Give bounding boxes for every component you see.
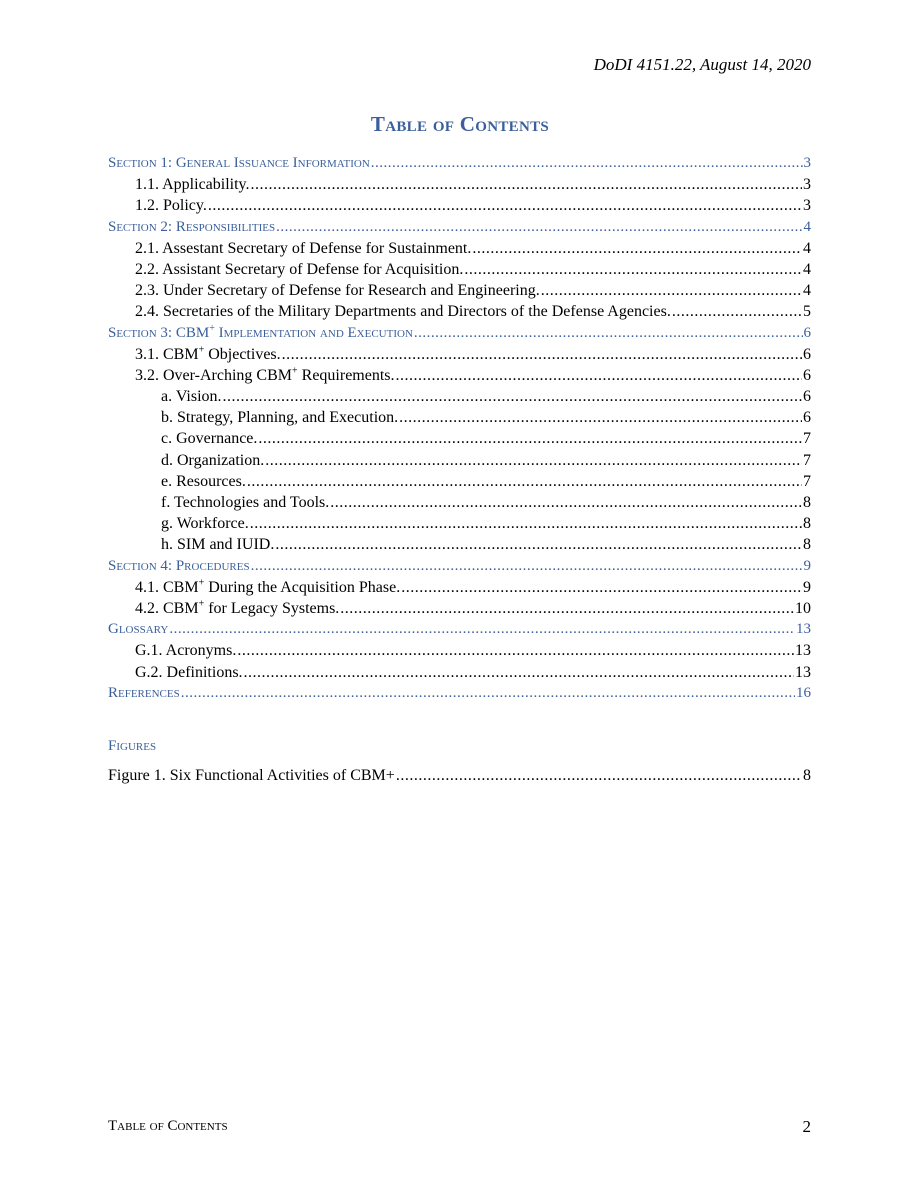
- toc-entry-label-text: e. Resources.: [161, 472, 246, 490]
- toc-entry-label: [135, 579, 400, 597]
- toc-entry[interactable]: [108, 197, 811, 218]
- dot-leader: [276, 219, 802, 236]
- toc-entry-label-text: 1.1. Applicability.: [135, 176, 250, 194]
- toc-entry-label-text: d. Organization.: [161, 451, 265, 469]
- dot-leader: [401, 579, 802, 597]
- toc-entry-label: [161, 409, 398, 427]
- toc-entry[interactable]: [108, 303, 811, 324]
- toc-entry-page: 9: [803, 557, 811, 574]
- toc-entry[interactable]: [108, 579, 811, 600]
- toc-entry[interactable]: [108, 325, 811, 346]
- toc-entry-page: 4: [803, 239, 811, 257]
- toc-entry[interactable]: [108, 240, 811, 261]
- toc-entry-label-text: Objectives.: [204, 345, 281, 363]
- dot-leader: [237, 642, 794, 660]
- dot-leader: [169, 621, 795, 638]
- toc-entry[interactable]: [108, 176, 811, 197]
- toc-entry-label: [135, 176, 250, 194]
- toc-entry-page: 6: [803, 409, 811, 427]
- dot-leader: [250, 515, 802, 533]
- toc-entry[interactable]: [108, 155, 811, 176]
- toc-entry[interactable]: [108, 515, 811, 536]
- toc-entry-label: [161, 515, 249, 533]
- dot-leader: [399, 409, 802, 427]
- toc-entry-label-text: References: [108, 684, 180, 701]
- dot-leader: [223, 388, 802, 406]
- toc-entry[interactable]: [108, 367, 811, 388]
- toc-entry-label-text: c. Governance.: [161, 430, 258, 448]
- toc-entry-page: 13: [795, 642, 811, 660]
- toc-entry-page: 4: [803, 282, 811, 300]
- toc-entry-page: 4: [803, 218, 811, 235]
- toc-entry-page: 6: [803, 324, 811, 341]
- running-header: DoDI 4151.22, August 14, 2020: [593, 55, 811, 74]
- toc-entry-superscript: +: [292, 366, 298, 377]
- toc-entry-page: 8: [803, 515, 811, 533]
- toc-entry-label-text: 1.2. Policy.: [135, 197, 207, 215]
- toc-entry-label-text: During the Acquisition Phase.: [204, 578, 401, 596]
- toc-entry[interactable]: [108, 664, 811, 685]
- toc-entry-label: [161, 536, 274, 554]
- dot-leader: [541, 282, 802, 300]
- toc-entry-page: 7: [803, 430, 811, 448]
- toc-entry[interactable]: [108, 621, 811, 642]
- dot-leader: [340, 600, 794, 618]
- dot-leader: [251, 558, 803, 575]
- toc-entry-label: [135, 303, 671, 321]
- toc-entry-page: 8: [803, 536, 811, 554]
- toc-entry[interactable]: [108, 409, 811, 430]
- toc-entry-label-text: f. Technologies and Tools.: [161, 494, 330, 511]
- toc-entry-label-text: 3.2. Over-Arching CBM: [135, 366, 292, 384]
- toc-entry-page: 4: [803, 260, 811, 278]
- toc-entry-label-text: G.1. Acronyms.: [135, 642, 237, 660]
- toc-entry-label-text: 2.1. Assestant Secretary of Defense for Sustainment.: [135, 239, 472, 257]
- toc-entry[interactable]: [108, 261, 811, 282]
- toc-entry-label: [108, 558, 250, 575]
- toc-entry-page: 3: [803, 155, 811, 171]
- toc-entry-label-text: h. SIM and IUID.: [161, 536, 275, 554]
- dot-leader: [258, 430, 802, 448]
- figures-list: [108, 767, 811, 788]
- toc-entry[interactable]: [108, 494, 811, 515]
- toc-entry-page: 7: [803, 472, 811, 490]
- toc-entry-label: [108, 685, 180, 702]
- toc-entry-label: [161, 473, 246, 491]
- toc-entry[interactable]: [108, 452, 811, 473]
- toc-entry-label-text: 4.1. CBM: [135, 578, 199, 596]
- dot-leader: [414, 325, 803, 342]
- toc-entry-label-text: Section 3: CBM: [108, 324, 210, 341]
- toc-entry-superscript: +: [209, 324, 215, 334]
- dot-leader: [244, 664, 794, 682]
- toc-entry-label: [135, 261, 463, 279]
- toc-entry-label: [135, 282, 540, 300]
- toc-entry-page: 5: [803, 303, 811, 321]
- toc-entry-label: [108, 767, 395, 785]
- toc-entry-label-text: G.2. Definitions.: [135, 663, 243, 681]
- toc-entry-page: 8: [803, 767, 811, 784]
- toc-entry-label-text: for Legacy Systems.: [204, 599, 340, 617]
- dot-leader: [275, 536, 802, 554]
- toc-entry-label-text: 2.4. Secretaries of the Military Departments and Directors of the Defense Agencies.: [135, 303, 671, 321]
- toc-entry-page: 16: [796, 684, 811, 701]
- page-title: Table of Contents: [370, 112, 550, 136]
- toc-entry[interactable]: [108, 282, 811, 303]
- toc-entry-page: 13: [795, 663, 811, 681]
- toc-entry-label-text: 2.3. Under Secretary of Defense for Research and Engineering.: [135, 282, 540, 300]
- toc-entry-label-text: 3.1. CBM: [135, 345, 199, 363]
- table-of-contents: [108, 155, 811, 706]
- toc-entry[interactable]: [108, 685, 811, 706]
- toc-entry[interactable]: [108, 558, 811, 579]
- toc-entry[interactable]: [108, 600, 811, 621]
- toc-entry-label: [135, 367, 395, 385]
- toc-entry-superscript: +: [198, 599, 205, 610]
- toc-entry-label: [108, 325, 413, 342]
- toc-entry-label: [161, 494, 329, 512]
- toc-entry-page: 8: [803, 494, 811, 511]
- toc-entry-label-text: Section 4: Procedures: [108, 557, 250, 574]
- dot-leader: [251, 176, 802, 194]
- toc-entry-label: [161, 388, 222, 406]
- toc-entry[interactable]: [108, 473, 811, 494]
- dot-leader: [464, 261, 802, 279]
- dot-leader: [330, 494, 802, 512]
- toc-entry[interactable]: [108, 430, 811, 451]
- toc-entry-page: 3: [803, 176, 811, 194]
- toc-entry-page: 13: [796, 621, 811, 638]
- toc-entry-page: 6: [803, 388, 811, 406]
- dot-leader: [371, 155, 803, 172]
- toc-entry-label: [161, 452, 264, 470]
- dot-leader: [208, 197, 802, 215]
- toc-entry-label: [108, 621, 168, 638]
- toc-entry-page: 7: [803, 451, 811, 469]
- toc-entry[interactable]: [108, 642, 811, 663]
- dot-leader: [396, 767, 802, 785]
- toc-entry-label-text: Glossary: [108, 621, 169, 638]
- toc-entry[interactable]: [108, 388, 811, 409]
- toc-entry-label: [135, 197, 207, 215]
- toc-entry-page: 10: [795, 599, 811, 617]
- toc-entry[interactable]: [108, 536, 811, 557]
- toc-entry-label: [108, 155, 370, 172]
- toc-entry-label-text: Section 1: General Issuance Information: [108, 155, 370, 171]
- toc-entry-label-text: 2.2. Assistant Secretary of Defense for Acquisition.: [135, 260, 464, 278]
- toc-entry-label-text: b. Strategy, Planning, and Execution.: [161, 409, 399, 427]
- toc-entry-page: 6: [803, 345, 811, 363]
- toc-entry-label: [135, 642, 236, 660]
- toc-entry[interactable]: [108, 346, 811, 367]
- toc-entry-label: [135, 664, 243, 682]
- toc-entry[interactable]: [108, 219, 811, 240]
- toc-entry-label-text: 4.2. CBM: [135, 599, 199, 617]
- toc-entry-page: 6: [803, 366, 811, 384]
- dot-leader: [282, 346, 802, 364]
- toc-entry-label-text: g. Workforce.: [161, 515, 249, 533]
- toc-entry-label: [135, 600, 339, 618]
- figure-entry[interactable]: [108, 767, 811, 788]
- footer-section-label: Table of Contents: [108, 1118, 228, 1134]
- toc-entry-label: [135, 240, 471, 258]
- toc-entry-label-text: a. Vision.: [161, 388, 222, 406]
- toc-entry-label: [161, 430, 257, 448]
- dot-leader: [472, 240, 802, 258]
- toc-entry-page: 9: [803, 578, 811, 596]
- toc-entry-page: 3: [803, 197, 811, 215]
- toc-entry-superscript: +: [198, 578, 205, 589]
- dot-leader: [672, 303, 802, 321]
- footer-page-number: 2: [802, 1117, 811, 1136]
- toc-entry-label: [108, 219, 275, 236]
- figures-heading: Figures: [108, 738, 157, 754]
- toc-entry-label-text: Section 2: Responsibilities: [108, 218, 276, 235]
- dot-leader: [396, 367, 802, 385]
- toc-entry-label-text: Figure 1. Six Functional Activities of CBM+: [108, 767, 395, 784]
- dot-leader: [181, 685, 795, 702]
- toc-entry-label-text: Requirements.: [297, 366, 395, 384]
- toc-entry-label-text: Implementation and Execution: [214, 324, 413, 341]
- dot-leader: [265, 452, 802, 470]
- toc-entry-label: [135, 346, 281, 364]
- toc-entry-superscript: +: [198, 345, 205, 356]
- dot-leader: [247, 473, 802, 491]
